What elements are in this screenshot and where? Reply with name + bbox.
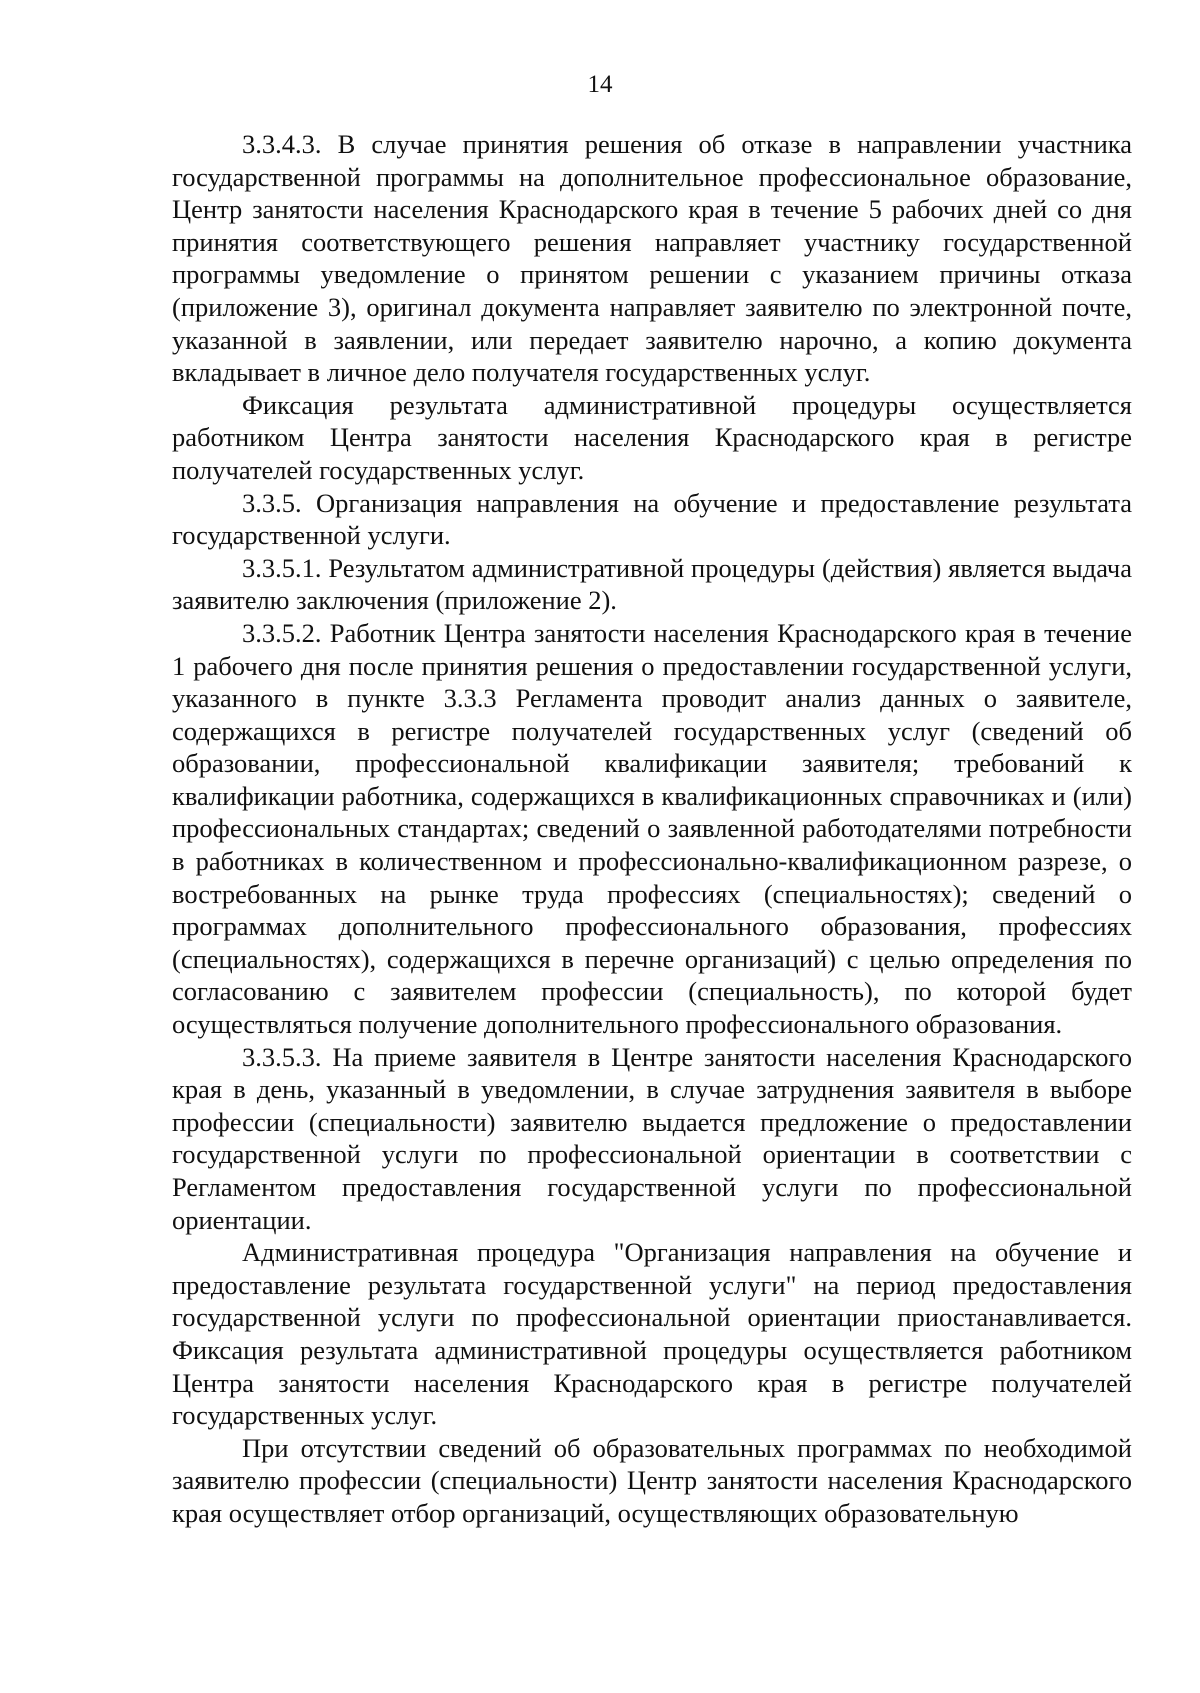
paragraph-procedure-suspended: Административная процедура "Организация направления на обучение и предоставление результата государственной услуги" на период предоставления государственной услуги по профессиональной ориентации приостанавливается. Фиксация результата административной процедуры осуществляется работником Центра занятости населения Краснодарского края в регистре получателей государственных услуг. [172,1237,1132,1431]
document-body [172,128,1132,1530]
page-number: 14 [587,71,613,98]
paragraph-3-3-5: 3.3.5. Организация направления на обучение и предоставление результата государственной услуги. [172,487,1132,551]
paragraph-3-3-5-2: 3.3.5.2. Работник Центра занятости населения Краснодарского края в течение 1 рабочего дня после принятия решения о предоставлении государственной услуги, указанного в пункте 3.3.3 Регламента проводит анализ данных о заявителе, содержащихся в регистре получателей государственных услуг (сведений об образовании, профессиональной квалификации заявителя; требований к квалификации работника, содержащихся в квалификационных справочниках и (или) профессиональных стандартах; сведений о заявленной работодателями потребности в работниках в количественном и профессионально-квалификационном разрезе, о востребованных на рынке труда профессиях (специальностях); сведений о программах дополнительного профессионального образования, профессиях (специальностях), содержащихся в перечне организаций) с целью определения по согласованию с заявителем профессии (специальность), по которой будет осуществляться получение дополнительного профессионального образования. [172,617,1132,1040]
paragraph-no-programs: При отсутствии сведений об образовательных программах по необходимой заявителю профессии (специальности) Центр занятости населения Краснодарского края осуществляет отбор организаций, осуществляющих образовательную [172,1432,1132,1528]
paragraph-3-3-5-3: 3.3.5.3. На приеме заявителя в Центре занятости населения Краснодарского края в день, указанный в уведомлении, в случае затруднения заявителя в выборе профессии (специальности) заявителю выдается предложение о предоставлении государственной услуги по профессиональной ориентации в соответствии с Регламентом предоставления государственной услуги по профессиональной ориентации. [172,1041,1132,1235]
paragraph-3-3-4-3: 3.3.4.3. В случае принятия решения об отказе в направлении участника государственной программы на дополнительное профессиональное образование, Центр занятости населения Краснодарского края в течение 5 рабочих дней со дня принятия соответствующего решения направляет участнику государственной программы уведомление о принятом решении с указанием причины отказа (приложение 3), оригинал документа направляет заявителю по электронной почте, указанной в заявлении, или передает заявителю нарочно, а копию документа вкладывает в личное дело получателя государственных услуг. [172,129,1132,388]
paragraph-3-3-5-1: 3.3.5.1. Результатом административной процедуры (действия) является выдача заявителю заключения (приложение 2). [172,552,1132,616]
paragraph-fixation-result: Фиксация результата административной процедуры осуществляется работником Центра занятости населения Краснодарского края в регистре получателей государственных услуг. [172,389,1132,485]
